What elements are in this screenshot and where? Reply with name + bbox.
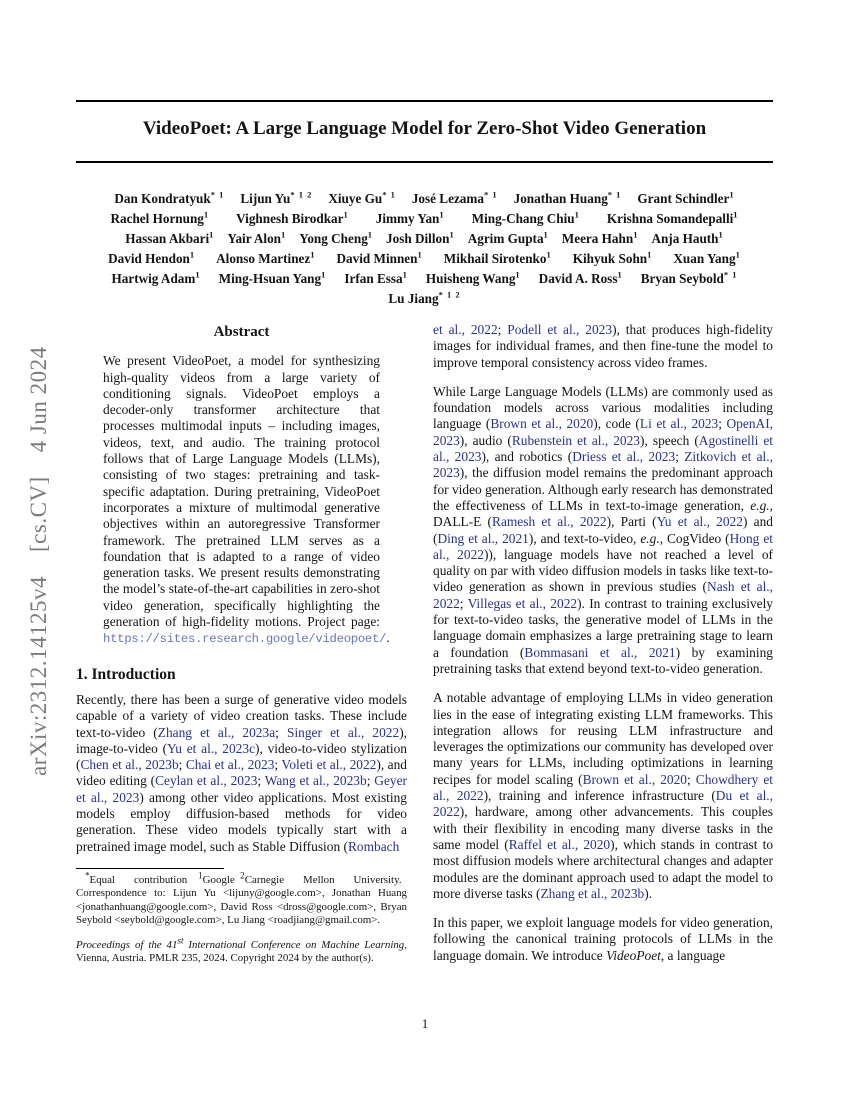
author-name: Yair Alon	[227, 231, 282, 246]
author-row	[66, 289, 783, 309]
author-affiliation-superscript: * 1 2	[438, 289, 461, 300]
author-name: Lijun Yu	[240, 191, 291, 206]
text-run: ). In contrast to training exclusively for text-to-video tasks, the generative model of LLMs in the language domain emphasizes a large pretraining stage to learn a foundation (	[433, 595, 773, 660]
emphasis-text: International Conference on Machine Learning	[183, 938, 405, 951]
text-run: In this paper, we exploit language models for video generation, following the canonical training protocols of LLMs in the language domain. We introduce	[433, 915, 773, 963]
citation-link[interactable]: Chen et al., 2023b	[80, 757, 179, 773]
emphasis-text: VideoPoet	[606, 947, 661, 963]
author	[108, 249, 195, 269]
text-run: ), and robotics (	[481, 449, 573, 465]
author	[328, 189, 395, 209]
text-run: ;	[687, 771, 696, 787]
author-name: Mikhail Sirotenko	[443, 251, 547, 266]
section-heading-introduction: 1. Introduction	[76, 665, 176, 683]
author-name: Lu Jiang	[388, 291, 439, 306]
author-affiliation-superscript: 1	[515, 269, 521, 280]
author-affiliation-superscript: * 1	[483, 189, 498, 200]
author-affiliation-superscript: 1	[310, 249, 316, 260]
author-name: Xiuye Gu	[328, 191, 383, 206]
citation-link[interactable]: Zhang et al., 2023a	[157, 724, 276, 740]
left-column	[76, 322, 407, 965]
citation-link[interactable]: Voleti et al., 2022	[281, 757, 377, 773]
author-row	[66, 189, 783, 209]
author-name: Dan Kondratyuk	[114, 191, 211, 206]
proceedings-note	[76, 934, 407, 966]
author	[240, 189, 312, 209]
author-name: Ming-Hsuan Yang	[218, 271, 322, 286]
text-run: ) and (	[433, 514, 773, 546]
page-number: 1	[421, 1016, 429, 1031]
author-affiliation-superscript: * 1 2	[290, 189, 313, 200]
paper-title: VideoPoet: A Large Language Model for Zero-Shot Video Generation	[142, 118, 707, 139]
citation-link[interactable]: Ramesh et al., 2022	[492, 514, 607, 530]
text-run: ), code (	[593, 416, 640, 432]
author-affiliation-superscript: 1	[417, 249, 423, 260]
author-affiliation-superscript: 1	[729, 189, 735, 200]
text-run: A notable advantage of employing LLMs in video generation lies in the ease of integrating existing LLM frameworks. This integration allows for reusing LLM infrastructure and leverages the optimizations our community has developed over many years for LLMs, including optimizations in learning recipes for model scaling (	[433, 690, 773, 787]
author-affiliation-superscript: 1	[543, 229, 549, 240]
title-rule-top	[76, 100, 773, 102]
text-run: ;	[366, 773, 375, 789]
text-run: ).	[644, 885, 653, 901]
citation-link[interactable]: Driess et al., 2023	[572, 449, 676, 465]
citation-link[interactable]: Yu et al., 2022	[656, 514, 743, 530]
citation-link[interactable]: Villegas et al., 2022	[467, 595, 578, 611]
author	[111, 269, 200, 289]
author-affiliation-superscript: * 1	[607, 189, 622, 200]
author-affiliation-superscript: 1	[343, 209, 349, 220]
author	[472, 209, 580, 229]
text-run: ), which stands in contrast to most diffusion models where architectural changes and adapter modules are the dominant approach used to adapt the model to more diverse tasks (	[433, 836, 774, 901]
author-affiliation-superscript: 1	[647, 249, 653, 260]
author	[216, 249, 315, 269]
author	[637, 189, 734, 209]
author	[388, 289, 460, 309]
superscript: *	[85, 870, 90, 881]
text-run: ;	[459, 595, 468, 611]
author-row	[66, 269, 783, 289]
text-run: ), and text-to-video,	[528, 530, 641, 546]
author	[299, 229, 373, 249]
author	[227, 229, 286, 249]
author-row	[66, 209, 783, 229]
citation-link[interactable]: OpenAI, 2023	[433, 416, 773, 448]
text-run: ;	[497, 322, 508, 337]
author	[514, 189, 622, 209]
author-name: Yong Cheng	[299, 231, 368, 246]
author	[125, 229, 214, 249]
footnote-rule	[76, 868, 224, 869]
citation-link[interactable]: Geyer et al., 2023	[76, 773, 407, 805]
author-name: Jonathan Huang	[513, 191, 608, 206]
text-run: ), Parti (	[606, 514, 657, 530]
right-column	[433, 322, 773, 964]
citation-link[interactable]: Nash et al., 2022	[433, 579, 773, 611]
author-name: Rachel Hornung	[110, 211, 204, 226]
author	[110, 209, 209, 229]
author	[386, 229, 455, 249]
text-run: ;	[178, 757, 186, 773]
author-affiliation-superscript: * 1	[382, 189, 396, 200]
citation-link[interactable]: Podell et al., 2023	[507, 322, 613, 337]
author-name: David Hendon	[108, 251, 190, 266]
citation-link[interactable]: Bommasani et al., 2021	[524, 644, 676, 660]
author-affiliation-superscript: 1	[617, 269, 623, 280]
emphasis-text: e.g.	[750, 497, 770, 513]
text-run: ), the diffusion model remains the predominant approach for video generation. Although early research has demonstrated the effectiveness of LLMs in text-to-image generation,	[433, 465, 773, 513]
author	[236, 209, 349, 229]
text-run: ;	[675, 449, 685, 465]
author-affiliation-superscript: 1	[209, 229, 215, 240]
citation-link[interactable]: et al., 2022	[433, 322, 498, 337]
author	[607, 209, 739, 229]
text-run: , CogVideo (	[659, 530, 730, 546]
author-name: Jimmy Yan	[375, 211, 440, 226]
author-affiliation-superscript: 1	[203, 209, 210, 220]
text-run: ), training and inference infrastructure (	[483, 788, 716, 804]
citation-link[interactable]: Zitkovich et al., 2023	[433, 449, 773, 481]
citation-link[interactable]: Chai et al., 2023	[185, 757, 275, 773]
author	[114, 189, 224, 209]
author-name: Hartwig Adam	[111, 271, 196, 286]
text-run: Recently, there has been a surge of generative video models capable of a variety of video creation tasks. These include text-to-video (	[76, 691, 407, 740]
author	[219, 269, 327, 289]
author-affiliation-superscript: 1	[439, 209, 445, 220]
citation-link[interactable]: Ceylan et al., 2023	[155, 773, 258, 789]
project-page-link[interactable]: https://sites.research.google/videopoet/	[103, 632, 387, 647]
emphasis-text: Proceedings of the 41	[76, 938, 178, 951]
author-name: José Lezama	[411, 191, 484, 206]
author	[344, 269, 408, 289]
author	[673, 249, 740, 269]
citation-link[interactable]: Brown et al., 2020	[490, 416, 594, 432]
citation-link[interactable]: Li et al., 2023	[639, 416, 719, 432]
author-name: Anja Hauth	[651, 231, 719, 246]
footnote-text	[76, 870, 407, 928]
title-rule-bottom	[76, 161, 773, 163]
author	[539, 269, 623, 289]
author	[412, 189, 498, 209]
author-name: Vighnesh Birodkar	[236, 211, 344, 226]
text-run: Google	[202, 873, 241, 886]
author-name: David A. Ross	[538, 271, 618, 286]
text-run: ), speech (	[640, 432, 699, 448]
author	[641, 269, 738, 289]
text-run: , DALL-E (	[433, 497, 773, 530]
author-name: Bryan Seybold	[640, 271, 724, 286]
author-affiliation-superscript: 1	[195, 269, 201, 280]
author	[337, 249, 423, 269]
author-block	[66, 189, 783, 309]
citation-link[interactable]: Rubenstein et al., 2023	[511, 432, 641, 448]
text-run: ), image-to-video (	[76, 724, 407, 756]
author-name: Irfan Essa	[344, 271, 403, 286]
emphasis-text: st	[177, 934, 184, 945]
superscript: 2	[240, 870, 245, 881]
citation-link[interactable]: Agostinelli et al., 2023	[433, 432, 773, 465]
text-run: ;	[718, 416, 727, 432]
emphasis-text: e.g.	[640, 530, 660, 546]
author-affiliation-superscript: 1	[735, 249, 741, 260]
citation-link[interactable]: Rombach	[347, 838, 400, 854]
citation-link[interactable]: Ding et al., 2021	[437, 530, 529, 546]
author-name: Alonso Martinez	[216, 251, 311, 266]
text-run: ), and video editing (	[76, 757, 407, 789]
author-name: Josh Dillon	[386, 231, 450, 246]
author	[376, 209, 445, 229]
author-name: Krishna Somandepalli	[606, 211, 734, 226]
body-paragraph	[433, 690, 773, 902]
author	[426, 269, 521, 289]
author-name: Ming-Chang Chiu	[471, 211, 575, 226]
text-run: ), that produces high-fidelity images for individual frames, and then fine-tune the model to improve temporal consistency across video frames.	[433, 322, 773, 370]
abstract-heading: Abstract	[213, 324, 270, 340]
author-name: Xuan Yang	[673, 251, 736, 266]
author-affiliation-superscript: * 1	[210, 189, 225, 200]
text-run: Carnegie Mellon University. Correspondence to: Lijun Yu <lijuny@google.com>, Jonathan Huang <jonathanhuang@google.com>, David Ross <dross@google.com>, Bryan Seybold <seybold@google.com>, Lu Jiang <roadjiang@gmail.com>.	[76, 873, 407, 927]
text-run: ), video-to-video stylization (	[76, 740, 408, 773]
author-affiliation-superscript: 1	[321, 269, 327, 280]
text-run: , a language	[660, 947, 726, 963]
citation-link[interactable]: Yu et al., 2023c	[167, 740, 256, 756]
author-affiliation-superscript: 1	[189, 249, 196, 260]
author	[444, 249, 552, 269]
author-name: Hassan Akbari	[125, 231, 210, 246]
text-run: While Large Language Models (LLMs) are commonly used as foundation models across various modalities including language (	[433, 383, 773, 432]
author-name: Agrim Gupta	[467, 231, 544, 246]
citation-link[interactable]: Singer et al., 2022	[287, 724, 400, 740]
author-affiliation-superscript: 1	[718, 229, 724, 240]
author-affiliation-superscript: 1	[281, 229, 287, 240]
author-row	[66, 229, 783, 249]
superscript: 1	[198, 870, 203, 881]
author-name: Grant Schindler	[637, 191, 730, 206]
author-name: Kihyuk Sohn	[572, 251, 648, 266]
text-run: ), hardware, among other advancements. This couples with their flexibility in encoding many diverse tasks in the same model (	[433, 804, 773, 852]
text-run: .	[386, 630, 390, 646]
citation-link[interactable]: Chowdhery et al., 2022	[433, 771, 773, 804]
text-run: , Vienna, Austria. PMLR 235, 2024. Copyright 2024 by the author(s).	[76, 938, 407, 964]
body-paragraph	[433, 915, 773, 964]
citation-link[interactable]: Du et al., 2022	[433, 788, 773, 820]
arxiv-sidebar-label: arXiv:2312.14125v4 [cs.CV] 4 Jun 2024	[26, 346, 51, 776]
citation-link[interactable]: Zhang et al., 2023b	[540, 885, 645, 901]
author-row	[66, 249, 783, 269]
abstract-text	[76, 353, 407, 647]
text-run: ) by examining pretraining tasks that extend beyond text-to-video generation.	[433, 644, 773, 676]
author-name: Meera Hahn	[561, 231, 634, 246]
text-run: We present VideoPoet, a model for synthesizing high-quality videos from a large variety of conditioning signals. VideoPoet employs a decoder-only transformer architecture that processes multimodal inputs – including images, videos, text, and audio. The training protocol follows that of Large Language Models (LLMs), consisting of two stages: pretraining and task-specific adaptation. During pretraining, VideoPoet incorporates a mixture of multimodal generative objectives within an autoregressive Transformer framework. The pretrained LLM serves as a foundation that is adapted to a range of video generation tasks. We present results demonstrating the model’s state-of-the-art capabilities in zero-shot video generation, specifically highlighting the generation of high-fidelity motions. Project page:	[103, 353, 380, 630]
text-run: ), audio (	[459, 432, 512, 448]
text-run: )), language models have not reached a level of quality on par with video diffusion models in tasks like text-to-video generation as shown in previous studies (	[433, 546, 773, 595]
author-name: Huisheng Wang	[425, 271, 516, 286]
text-run: ;	[257, 773, 265, 789]
text-run: ;	[274, 757, 282, 773]
author-affiliation-superscript: 1	[449, 229, 455, 240]
citation-link[interactable]: Hong et al., 2022	[433, 530, 773, 562]
author-affiliation-superscript: 1	[402, 269, 408, 280]
author-affiliation-superscript: 1	[733, 209, 739, 220]
equal-contribution-note	[76, 870, 407, 928]
citation-link[interactable]: Raffel et al., 2020	[508, 836, 611, 852]
author-affiliation-superscript: 1	[574, 209, 580, 220]
author-affiliation-superscript: 1	[367, 229, 374, 240]
author-affiliation-superscript: * 1	[723, 269, 738, 280]
intro-paragraph	[76, 692, 407, 855]
body-paragraph	[433, 384, 773, 677]
body-paragraph	[433, 322, 773, 371]
text-run: ;	[275, 724, 287, 740]
citation-link[interactable]: Wang et al., 2023b	[264, 773, 367, 789]
author	[468, 229, 549, 249]
author	[573, 249, 653, 269]
author-affiliation-superscript: 1	[633, 229, 639, 240]
author-name: David Minnen	[336, 251, 418, 266]
author	[651, 229, 723, 249]
citation-link[interactable]: Brown et al., 2020	[582, 771, 688, 787]
text-run: ) among other video applications. Most existing models employ diffusion-based methods for video generation. These video models typically start with a pretrained image model, such as Stable Diffusion (	[76, 789, 407, 854]
text-run: Equal contribution	[89, 873, 199, 886]
author-affiliation-superscript: 1	[546, 249, 552, 260]
author	[562, 229, 639, 249]
